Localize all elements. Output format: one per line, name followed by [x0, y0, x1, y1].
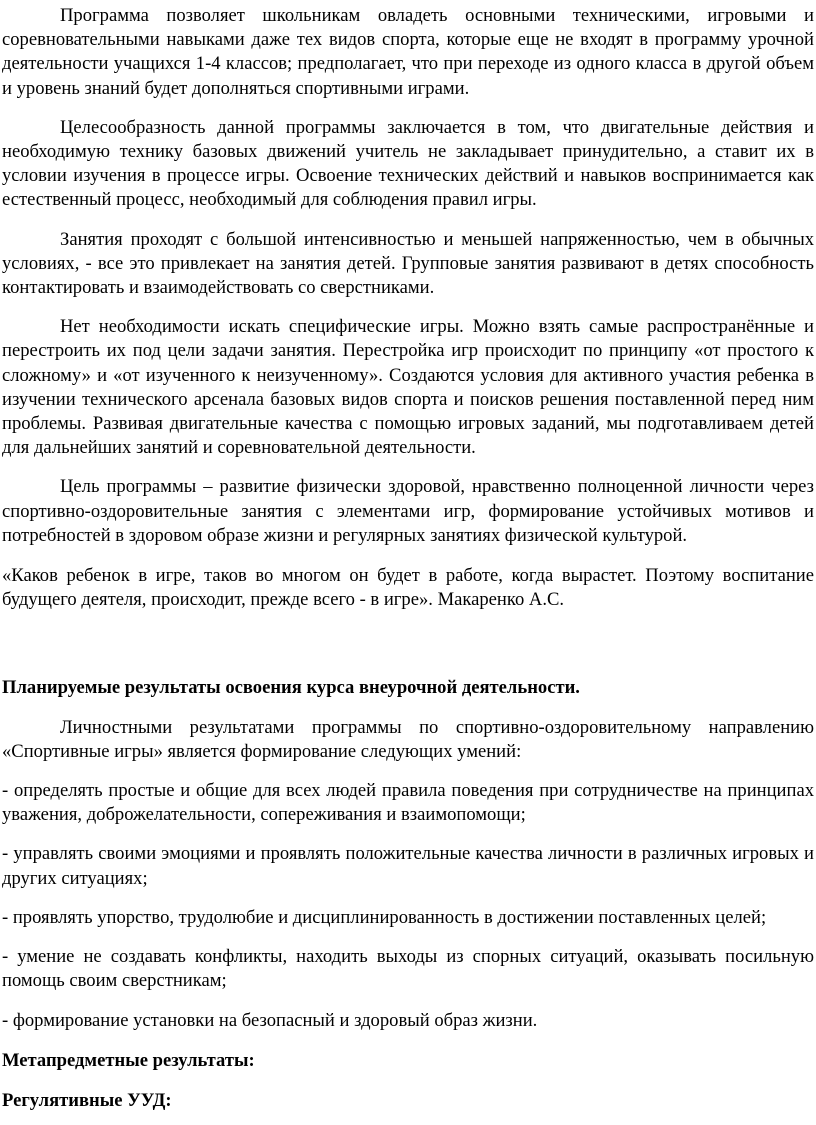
- list-item: - проявлять упорство, трудолюбие и дисциплинированность в достижении поставленных целей;: [2, 906, 767, 928]
- list-item: - управлять своими эмоциями и проявлять положительные качества личности в различных игровых и других ситуациях;: [2, 843, 814, 889]
- heading-regulative-uud: Регулятивные УУД:: [2, 1089, 172, 1111]
- paragraph-program-overview: Программа позволяет школьникам овладеть основными техническими, игровыми и соревновательными навыками даже тех видов спорта, которые еще не входят в программу урочной деятельности учащихся 1-4 классов; предполагает, что при переходе из одного класса в другой объем и уровень знаний будет дополняться спортивными играми.: [2, 5, 814, 99]
- paragraph-game-adaptation: Нет необходимости искать специфические игры. Можно взять самые распространённые и перестроить их под цели задачи занятия. Перестройка игр происходит по принципу «от простого к сложному» и «от изученного к неизученному». Создаются условия для активного участия ребенка в изучении технического арсенала базовых видов спорта и поисков решения поставленной перед ним проблемы. Развивая двигательные качества с помощью игровых заданий, мы подготавливаем детей для дальнейших занятий и соревновательной деятельности.: [2, 316, 814, 459]
- list-item: - умение не создавать конфликты, находить выходы из спорных ситуаций, оказывать посильную помощь своим сверстникам;: [2, 946, 814, 992]
- section-heading-planned-results: Планируемые результаты освоения курса внеурочной деятельности.: [2, 677, 580, 699]
- list-item: - определять простые и общие для всех людей правила поведения при сотрудничестве на принципах уважения, доброжелательности, сопереживания и взаимопомощи;: [2, 780, 814, 826]
- paragraph-program-goal: Цель программы – развитие физически здоровой, нравственно полноценной личности через спортивно-оздоровительные занятия с элементами игр, формирование устойчивых мотивов и потребностей в здоровом образе жизни и регулярных занятиях физической культурой.: [2, 476, 814, 546]
- paragraph-lesson-intensity: Занятия проходят с большой интенсивностью и меньшей напряженностью, чем в обычных условиях, - все это привлекает на занятия детей. Групповые занятия развивают в детях способность контактировать и взаимодействовать со сверстниками.: [2, 228, 814, 299]
- paragraph-program-purpose: Целесообразность данной программы заключается в том, что двигательные действия и необходимую технику базовых движений учитель не закладывает принудительно, а ставит их в условии изучения в процессе игры. Освоение технических действий и навыков воспринимается как естественный процесс, необходимый для соблюдения правил игры.: [2, 116, 814, 211]
- quote-makarenko: «Каков ребенок в игре, таков во многом он будет в работе, когда вырастет. Поэтому воспитание будущего деятеля, происходит, прежде всего - в игре». Макаренко А.С.: [2, 565, 814, 611]
- heading-meta-results: Метапредметные результаты:: [2, 1049, 255, 1071]
- list-item: - формирование установки на безопасный и здоровый образ жизни.: [2, 1009, 538, 1031]
- paragraph-personal-results-intro: Личностными результатами программы по спортивно-оздоровительному направлению «Спортивные игры» является формирование следующих умений:: [2, 716, 814, 762]
